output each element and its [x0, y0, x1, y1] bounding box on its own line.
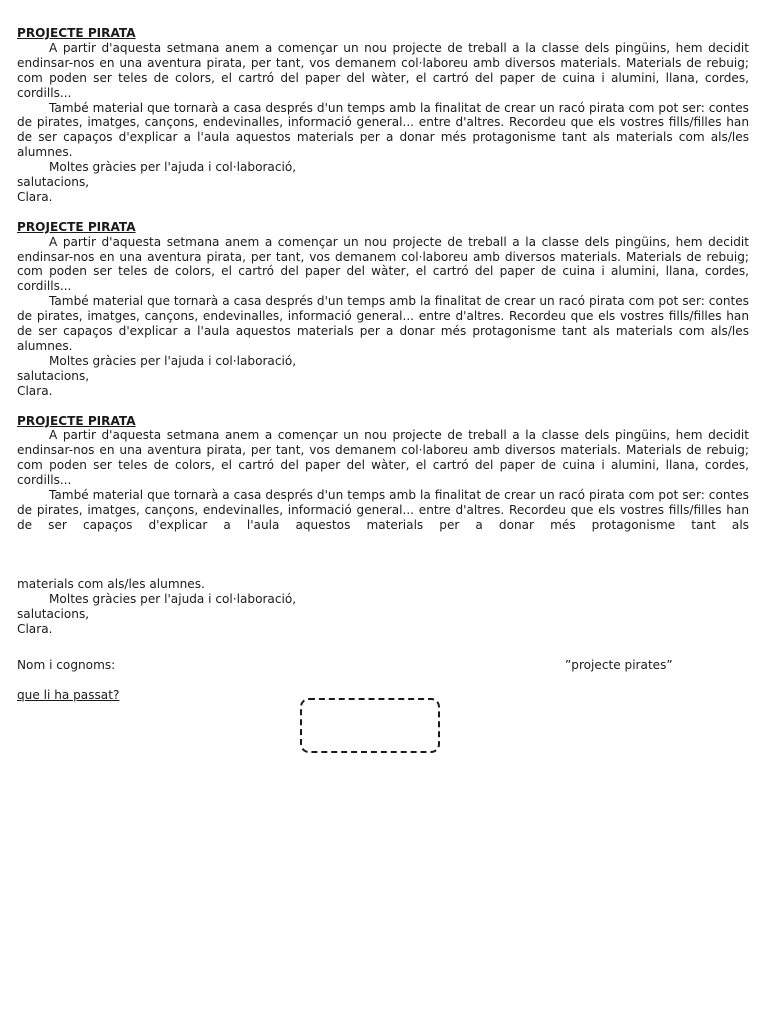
notice-title: PROJECTE PIRATA	[17, 413, 136, 428]
notice-paragraph: També material que tornarà a casa després d'un temps amb la finalitat de crear un racó pirata com pot ser: contes de pirates, imatges, cançons, endevinalles, informació general... entre d'altres. Recordeu que els vostres fills/filles han de ser capaços d'explicar a l'aula aquestos materials per a donar més protagonisme tant als materials com als/les alumnes.	[17, 294, 749, 354]
notice-greeting: salutacions,	[17, 175, 90, 190]
project-label: ”projecte pirates”	[565, 658, 673, 672]
notice-paragraph: També material que tornarà a casa després d'un temps amb la finalitat de crear un racó pirata com pot ser: contes de pirates, imatges, cançons, endevinalles, informació general... entre d'altres. Recordeu que els vostres fills/filles han de ser capaços d'explicar a l'aula aquestos materials per a donar més protagonisme tant als materials com als/les alumnes.	[17, 100, 749, 160]
notice-title: PROJECTE PIRATA	[17, 26, 136, 40]
document-body	[17, 26, 749, 636]
page-break-gap	[17, 533, 749, 577]
notice-paragraph: A partir d'aquesta setmana anem a començar un nou projecte de treball a la classe dels pingüins, hem decidit endinsar-nos en una aventura pirata, per tant, vos demanem col·laboreu amb diversos materials. Materials de rebuig; com poden ser teles de colors, el cartró del paper del wàter, el cartró del paper de cuina i alumini, llana, cordes, cordills...	[17, 428, 749, 488]
answer-box	[300, 698, 440, 753]
notice-thanks: Moltes gràcies per l'ajuda i col·laboració,	[49, 591, 297, 606]
notice-signature: Clara.	[17, 621, 53, 636]
notice-1	[17, 26, 749, 205]
notice-2	[17, 220, 749, 399]
notice-paragraph-continued: materials com als/les alumnes.	[17, 576, 205, 591]
name-label: Nom i cognoms:	[17, 658, 116, 672]
form-row	[17, 658, 749, 674]
notice-greeting: salutacions,	[17, 368, 90, 383]
question-label: que li ha passat?	[17, 688, 120, 702]
notice-paragraph: A partir d'aquesta setmana anem a començar un nou projecte de treball a la classe dels pingüins, hem decidit endinsar-nos en una aventura pirata, per tant, vos demanem col·laboreu amb diversos materials. Materials de rebuig; com poden ser teles de colors, el cartró del paper del wàter, el cartró del paper de cuina i alumini, llana, cordes, cordills...	[17, 234, 749, 294]
notice-paragraph: A partir d'aquesta setmana anem a començar un nou projecte de treball a la classe dels pingüins, hem decidit endinsar-nos en una aventura pirata, per tant, vos demanem col·laboreu amb diversos materials. Materials de rebuig; com poden ser teles de colors, el cartró del paper del wàter, el cartró del paper de cuina i alumini, llana, cordes, cordills...	[17, 40, 749, 100]
notice-paragraph: També material que tornarà a casa després d'un temps amb la finalitat de crear un racó pirata com pot ser: contes de pirates, imatges, cançons, endevinalles, informació general... entre d'altres. Recordeu que els vostres fills/filles han de ser capaços d'explicar a l'aula aquestos materials per a donar més protagonisme tant als	[17, 488, 749, 532]
notice-signature: Clara.	[17, 383, 53, 398]
notice-thanks: Moltes gràcies per l'ajuda i col·laboració,	[49, 353, 297, 368]
notice-title: PROJECTE PIRATA	[17, 219, 136, 234]
notice-3	[17, 414, 749, 637]
notice-signature: Clara.	[17, 189, 53, 204]
notice-greeting: salutacions,	[17, 606, 90, 621]
notice-thanks: Moltes gràcies per l'ajuda i col·laboració,	[49, 160, 297, 175]
